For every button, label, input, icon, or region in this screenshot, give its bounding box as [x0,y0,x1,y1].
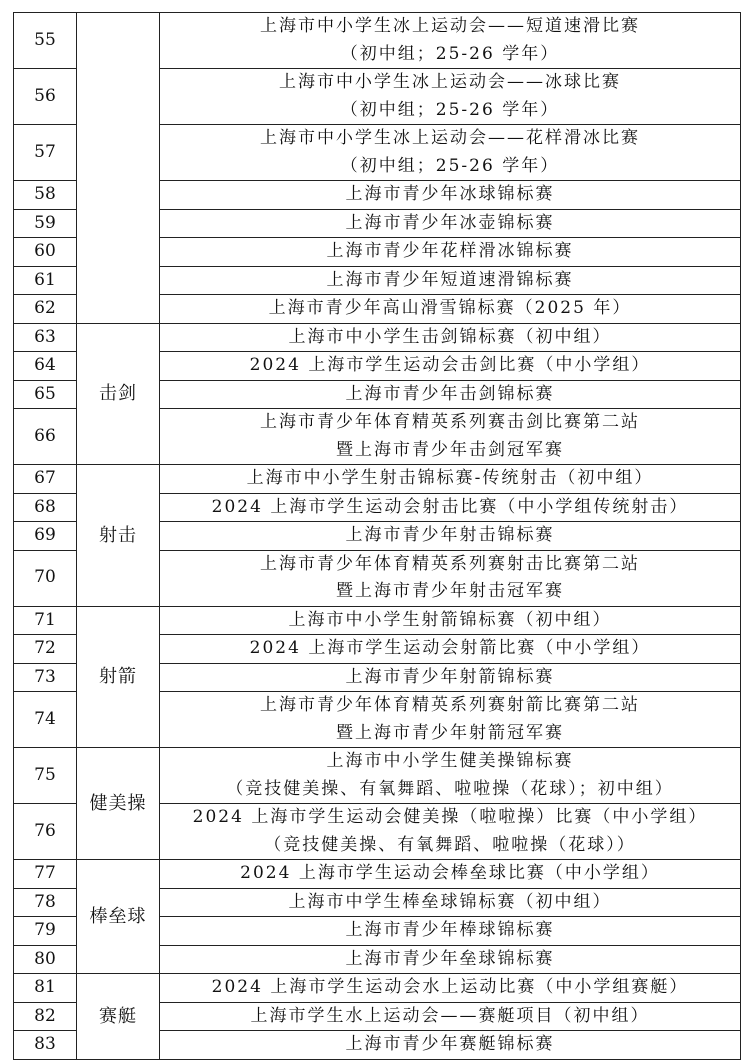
competition-name [160,409,741,465]
competition-name: 2024 上海市学生运动会击剑比赛（中小学组） [160,352,741,381]
competition-line: 2024 上海市学生运动会健美操（啦啦操）比赛（中小学组） [192,807,708,827]
competition-name: 上海市中小学生射击锦标赛-传统射击（初中组） [160,465,741,494]
row-number: 56 [14,69,77,125]
competition-line: 上海市中小学生冰上运动会——花样滑冰比赛 [260,128,640,148]
competition-name: 上海市青少年垒球锦标赛 [160,945,741,974]
row-number: 60 [14,238,77,267]
row-number: 69 [14,522,77,551]
row-number: 80 [14,945,77,974]
category-cell-shooting: 射击 [77,465,160,607]
competition-name: 上海市中学生棒垒球锦标赛（初中组） [160,888,741,917]
competition-name: 上海市青少年花样滑冰锦标赛 [160,238,741,267]
competition-name: 上海市中小学生击剑锦标赛（初中组） [160,323,741,352]
competition-line: 上海市青少年体育精英系列赛击剑比赛第二站 [260,412,640,432]
competition-line: （初中组；25-26 学年） [340,155,560,176]
competition-name: 上海市青少年射箭锦标赛 [160,663,741,692]
category-cell-baseball: 棒垒球 [77,860,160,974]
row-number: 74 [14,692,77,748]
competition-line: 上海市青少年体育精英系列赛射箭比赛第二站 [260,695,640,715]
row-number: 59 [14,209,77,238]
competition-name [160,748,741,804]
competition-line: （竞技健美操、有氧舞蹈、啦啦操（花球）） [264,834,636,855]
row-number: 83 [14,1031,77,1060]
competition-line: 上海市青少年体育精英系列赛射击比赛第二站 [260,553,640,574]
row-number: 81 [14,974,77,1003]
competition-line: 上海市中小学生冰上运动会——短道速滑比赛 [260,16,640,36]
competition-name: 上海市青少年高山滑雪锦标赛（2025 年） [160,295,741,324]
row-number: 67 [14,465,77,494]
competition-name [160,550,741,606]
competition-name: 上海市中小学生射箭锦标赛（初中组） [160,606,741,635]
row-number: 55 [14,13,77,69]
competition-name [160,692,741,748]
competition-name: 2024 上海市学生运动会棒垒球比赛（中小学组） [160,860,741,889]
competition-name: 上海市青少年赛艇锦标赛 [160,1031,741,1060]
competition-name: 2024 上海市学生运动会射击比赛（中小学组传统射击） [160,493,741,522]
category-cell-fencing: 击剑 [77,323,160,465]
table-row [14,323,741,352]
competition-line: 暨上海市青少年射箭冠军赛 [336,722,564,743]
competition-line: （初中组；25-26 学年） [340,99,560,120]
competition-name: 上海市青少年冰球锦标赛 [160,181,741,210]
table-row [14,860,741,889]
competition-name: 上海市学生水上运动会——赛艇项目（初中组） [160,1002,741,1031]
row-number: 82 [14,1002,77,1031]
competition-table [13,12,741,1060]
row-number: 62 [14,295,77,324]
competition-line: （竞技健美操、有氧舞蹈、啦啦操（花球）；初中组） [226,778,674,799]
competition-name: 上海市青少年短道速滑锦标赛 [160,266,741,295]
competition-name [160,69,741,125]
competition-line: 上海市中小学生健美操锦标赛 [326,751,574,771]
table-row [14,974,741,1003]
competition-name: 上海市青少年冰壶锦标赛 [160,209,741,238]
category-cell-rowing: 赛艇 [77,974,160,1060]
competition-name: 上海市青少年棒球锦标赛 [160,917,741,946]
table-row [14,13,741,69]
competition-name: 上海市青少年射击锦标赛 [160,522,741,551]
row-number: 65 [14,380,77,409]
competition-name: 2024 上海市学生运动会水上运动比赛（中小学组赛艇） [160,974,741,1003]
row-number: 66 [14,409,77,465]
competition-line: 暨上海市青少年击剑冠军赛 [336,439,564,460]
row-number: 77 [14,860,77,889]
competition-name [160,125,741,181]
row-number: 76 [14,804,77,860]
competition-name [160,804,741,860]
row-number: 79 [14,917,77,946]
row-number: 68 [14,493,77,522]
row-number: 70 [14,550,77,606]
row-number: 58 [14,181,77,210]
category-cell-ice [77,13,160,324]
table-row [14,748,741,804]
row-number: 73 [14,663,77,692]
row-number: 63 [14,323,77,352]
row-number: 75 [14,748,77,804]
competition-name: 上海市青少年击剑锦标赛 [160,380,741,409]
row-number: 61 [14,266,77,295]
table-row [14,606,741,635]
row-number: 57 [14,125,77,181]
category-cell-archery: 射箭 [77,606,160,748]
competition-line: （初中组；25-26 学年） [340,43,560,64]
competition-name: 2024 上海市学生运动会射箭比赛（中小学组） [160,635,741,664]
table-row [14,465,741,494]
row-number: 78 [14,888,77,917]
competition-line: 上海市中小学生冰上运动会——冰球比赛 [279,72,621,92]
category-cell-aerobics: 健美操 [77,748,160,860]
competition-name [160,13,741,69]
competition-line: 暨上海市青少年射击冠军赛 [336,581,564,601]
row-number: 64 [14,352,77,381]
row-number: 71 [14,606,77,635]
row-number: 72 [14,635,77,664]
